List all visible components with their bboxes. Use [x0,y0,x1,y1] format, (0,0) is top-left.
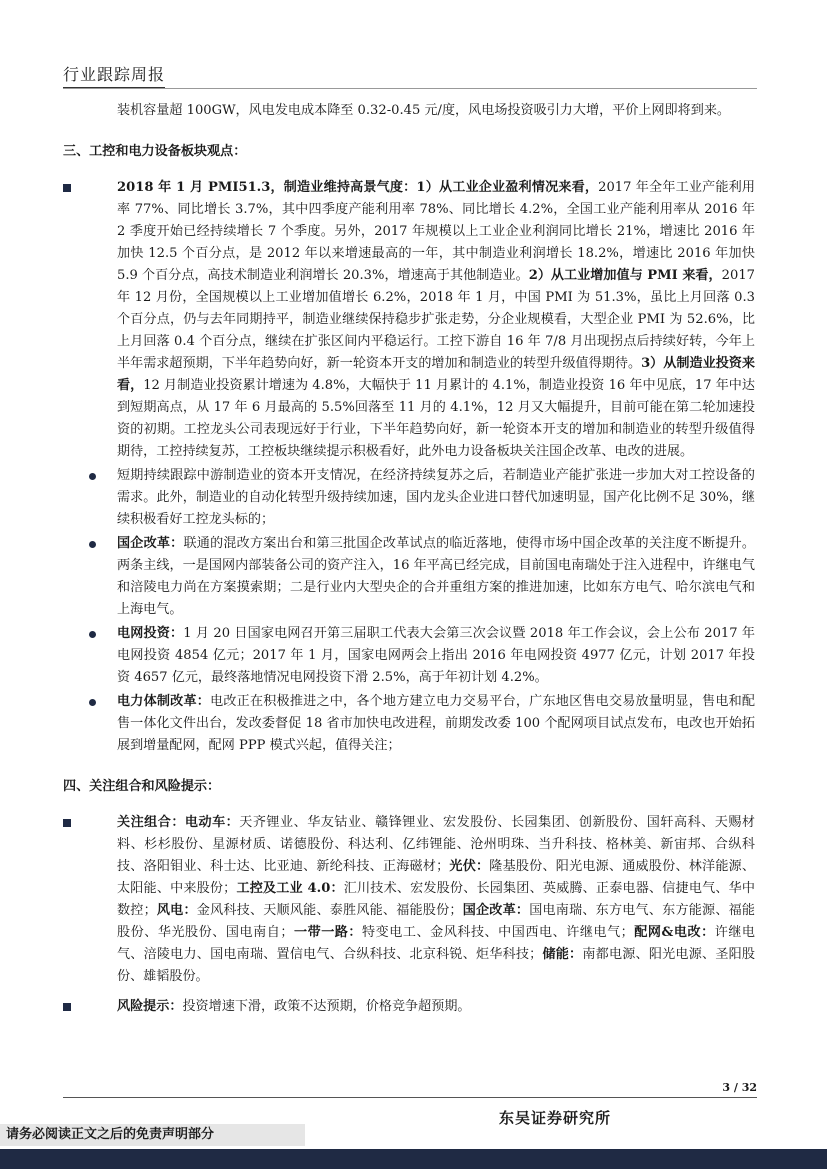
section3-heading: 三、工控和电力设备板块观点： [63,144,247,159]
round-bullet-icon [89,631,96,638]
square-bullet-icon [63,819,71,827]
intro-continuation: 装机容量超 100GW，风电发电成本降至 0.32-0.45 元/度，风电场投资吸引力大增，平价上网即将到来。 [117,103,731,118]
page-header-title: 行业跟踪周报 [63,62,165,88]
list-item: 短期持续跟踪中游制造业的资本开支情况，在经济持续复苏之后，若制造业产能扩张进一步加大对工控设备的需求。此外，制造业的自动化转型升级持续加速，国内龙头企业进口替代加速明显，国产化比例不足 30%，继续积极看好工控龙头标的； [63,465,755,531]
footer-organization: 东吴证券研究所 [499,1109,612,1127]
square-bullet-icon [63,1003,71,1011]
report-body [63,100,755,1018]
portfolio-paragraph: 关注组合：电动车：天齐锂业、华友钴业、赣锋锂业、宏发股份、长园集团、创新股份、国轩高科、天赐材料、杉杉股份、星源材质、诺德股份、科达利、亿纬锂能、沧州明珠、当升科技、格林美、新宙邦、合纵科技、洛阳钼业、科士达、比亚迪、新纶科技、正海磁材；光伏：隆基股份、阳光电源、通威股份、林洋能源、太阳能、中来股份；工控及工业 4.0：汇川技术、宏发股份、长园集团、英威腾、正泰电器、信捷电气、华中数控；风电：金风科技、天顺风能、泰胜风能、福能股份；国企改革：国电南瑞、东方电气、东方能源、福能股份、华光股份、国电南自；一带一路：特变电工、金风科技、中国西电、许继电气；配网&电改：许继电气、涪陵电力、国电南瑞、置信电气、合纵科技、北京科锐、炬华科技；储能：南都电源、阳光电源、圣阳股份、雄韬股份。 [117,815,756,984]
square-bullet-icon [63,184,71,192]
footer-bar [0,1149,827,1169]
portfolio-bullet [63,812,755,988]
risk-paragraph: 风险提示：投资增速下滑，政策不达预期，价格竞争超预期。 [117,999,471,1014]
section3-main-bullet [63,177,755,463]
section4-heading: 四、关注组合和风险提示： [63,779,221,794]
round-bullet-icon [89,473,96,480]
round-bullet-icon [89,699,96,706]
section3-paragraph: 2018 年 1 月 PMI51.3，制造业维持高景气度：1）从工业企业盈利情况来看，2017 年全年工业产能利用率 77%、同比增长 3.7%，其中四季度产能利用率 78%、同比增长 4.2%，全国工业产能利用率从 2016 年 2 季度开始已经持续增长 7 个季度。另外，2017 年规模以上工业企业利润同比增长 21%，增速比 2016 年加快 12.5 个百分点，是 2012 年以来增速最高的一年，其中制造业利润增长 18.2%，增速比 2016 年加快 5.9 个百分点，高技术制造业利润增长 20.3%，增速高于其他制造业。2）从工业增加值与 PMI 来看，2017 年 12 月份，全国规模以上工业增加值增长 6.2%，2018 年 1 月，中国 PMI 为 51.3%，虽比上月回落 0.3 个百分点，仍与去年同期持平，制造业继续保持稳步扩张走势，分企业规模看，大型企业 PMI 为 52.6%，比上月回落 0.4 个百分点，继续在扩张区间内平稳运行。工控下游自 16 年 7/8 月出现拐点后持续好转，今年上半年需求超预期，下半年趋势向好，新一轮资本开支的增加和制造业的转型升级值得期待。3）从制造业投资来看，12 月制造业投资累计增速为 4.8%，大幅快于 11 月累计的 4.1%，制造业投资 16 年中见底，17 年中达到短期高点，从 17 年 6 月最高的 5.5%回落至 11 月的 4.1%，12 月又大幅提升，目前可能在第二轮加速投资的初期。工控龙头公司表现远好于行业，下半年趋势向好，新一轮资本开支的增加和制造业的转型升级值得期待，工控持续复苏，工控板块继续提示积极看好，此外电力设备板块关注国企改革、电改的进展。 [117,180,755,459]
list-item: 国企改革：联通的混改方案出台和第三批国企改革试点的临近落地，使得市场中国企改革的关注度不断提升。两条主线，一是国网内部装备公司的资产注入，16 年平高已经完成，目前国电南瑞处于注入进程中，许继电气和涪陵电力尚在方案摸索期；二是行业内大型央企的合并重组方案的推进加速，比如东方电气、哈尔滨电气和上海电气。 [63,533,755,621]
footer-rule [63,1097,757,1098]
disclaimer-banner: 请务必阅读正文之后的免责声明部分 [0,1124,305,1146]
list-item: 电力体制改革：电改正在积极推进之中，各个地方建立电力交易平台，广东地区售电交易放量明显，售电和配售一体化文件出台，发改委督促 18 省市加快电改进程，前期发改委 100 个配网项目试点发布，电改也开始拓展到增量配网，配网 PPP 模式兴起，值得关注； [63,691,755,757]
page-number: 3 / 32 [722,1081,757,1094]
risk-bullet [63,996,755,1018]
header-rule [63,88,757,89]
round-bullet-icon [89,541,96,548]
list-item: 电网投资：1 月 20 日国家电网召开第三届职工代表大会第三次会议暨 2018 年工作会议，会上公布 2017 年电网投资 4854 亿元；2017 年 1 月，国家电网两会上指出 2016 年电网投资 4977 亿元，计划 2017 年投资 4657 亿元，最终落地情况电网投资下滑 2.5%，高于年初计划 4.2%。 [63,623,755,689]
